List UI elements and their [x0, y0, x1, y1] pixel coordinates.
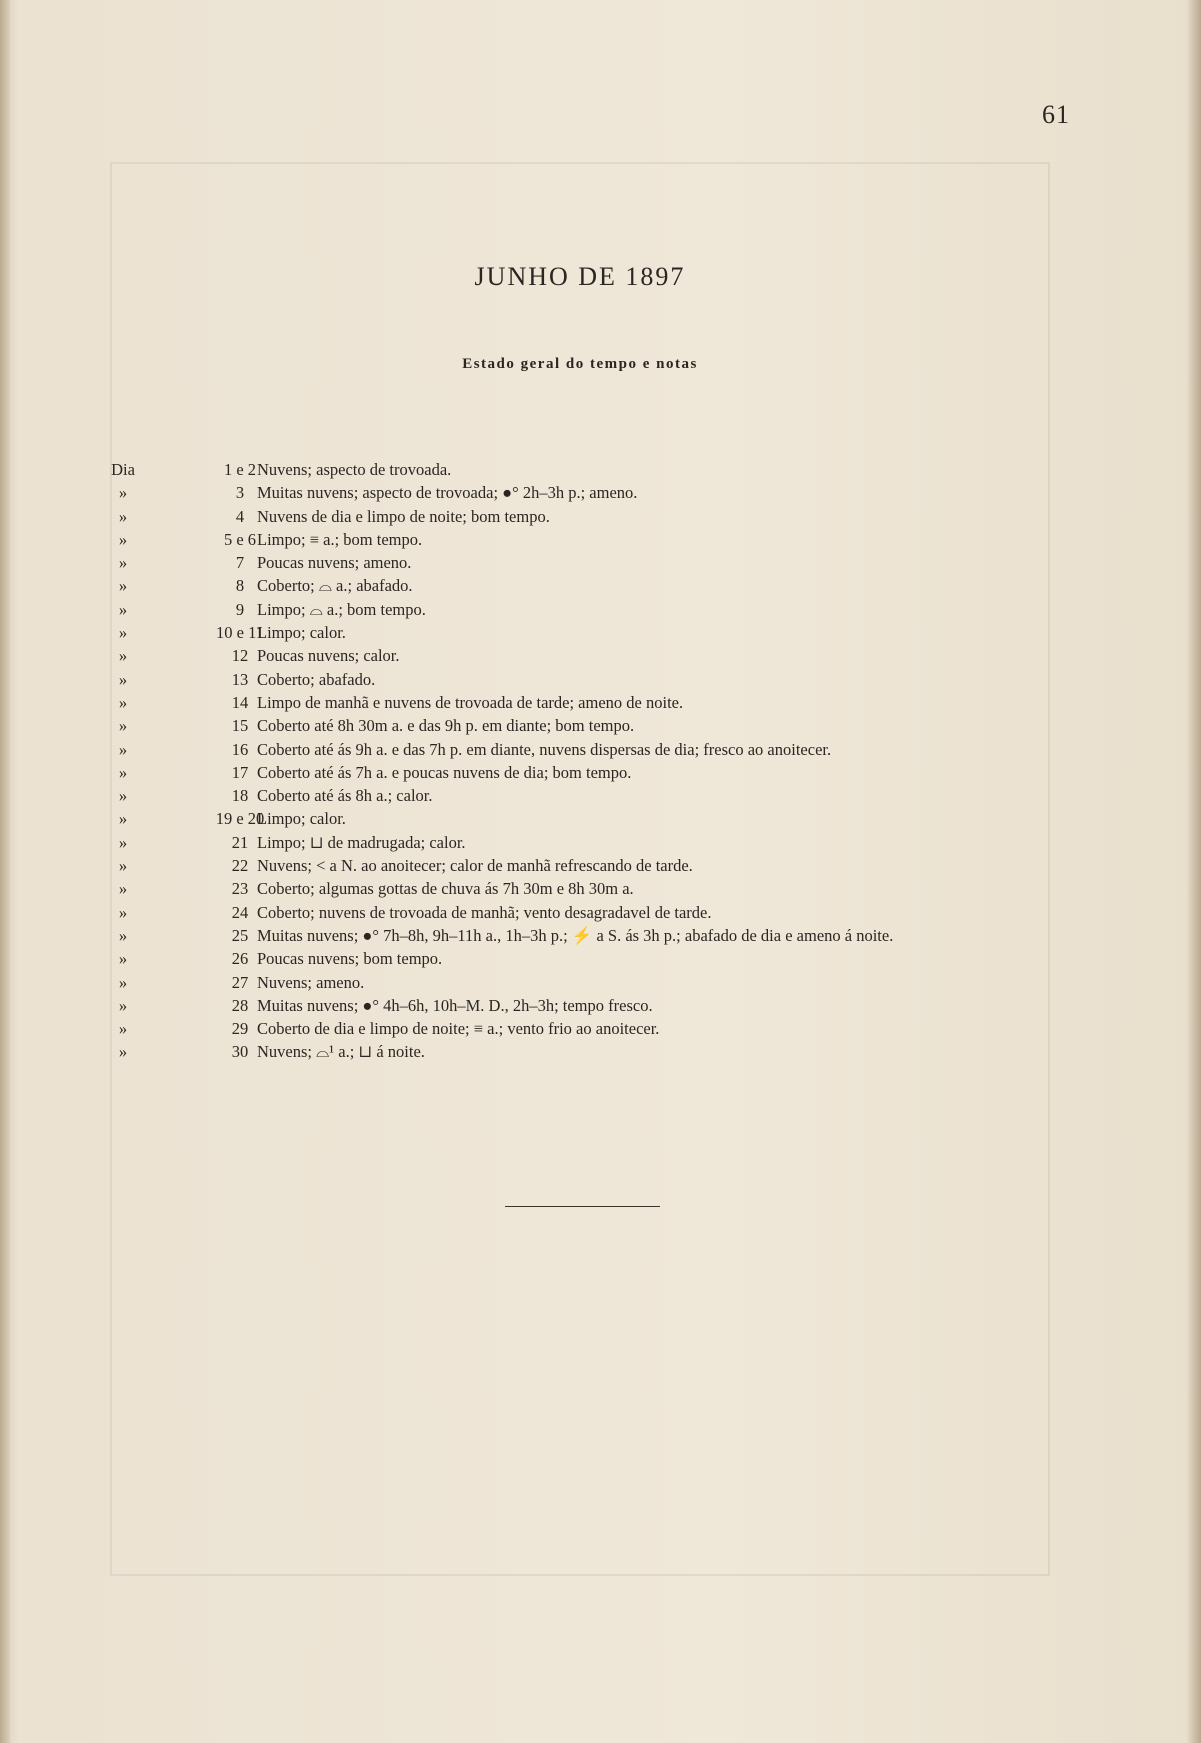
day-number-text: 16: [231, 739, 249, 759]
list-item: [100, 1040, 1100, 1063]
list-item: [100, 807, 1100, 830]
list-item: [100, 714, 1100, 737]
list-item: [100, 854, 1100, 877]
list-item: [100, 924, 1100, 947]
day-number-text: 7: [235, 553, 245, 573]
day-number-text: 19 e 20: [215, 809, 265, 829]
day-number-text: 8: [235, 576, 245, 596]
day-number-text: 29: [231, 1019, 249, 1039]
day-label: »: [118, 506, 128, 526]
day-number-text: 18: [231, 786, 249, 806]
weather-note: Nuvens; ⌓¹ a.; ⊔ á noite.: [257, 1042, 425, 1062]
weather-note: Coberto até ás 8h a.; calor.: [257, 786, 433, 806]
list-item: [100, 528, 1100, 551]
weather-note: Limpo; calor.: [257, 809, 346, 829]
page-title: JUNHO DE 1897: [474, 262, 686, 291]
weather-note: Poucas nuvens; calor.: [257, 646, 400, 666]
day-number-text: 23: [231, 879, 249, 899]
list-item: [100, 738, 1100, 761]
weather-note: Poucas nuvens; bom tempo.: [257, 949, 443, 969]
list-item: [100, 551, 1100, 574]
list-item: [100, 971, 1100, 994]
weather-note: Nuvens; < a N. ao anoitecer; calor de manhã refrescando de tarde.: [257, 856, 693, 876]
day-number-text: 15: [231, 716, 249, 736]
section-subtitle: Estado geral do tempo e notas: [462, 356, 698, 372]
day-number-text: 22: [231, 856, 249, 876]
day-label: »: [118, 623, 128, 643]
weather-note: Muitas nuvens; ●° 4h–6h, 10h–M. D., 2h–3h; tempo fresco.: [257, 995, 653, 1015]
closing-rule: [505, 1206, 660, 1207]
list-item: [100, 644, 1100, 667]
weather-notes-list: [100, 458, 1100, 1064]
day-number-text: 30: [231, 1042, 249, 1062]
day-label: »: [118, 786, 128, 806]
day-number-text: 28: [231, 995, 249, 1015]
day-number-text: 21: [231, 832, 249, 852]
day-label: »: [118, 1019, 128, 1039]
weather-note: Coberto; abafado.: [257, 669, 376, 689]
weather-note: Coberto até ás 7h a. e poucas nuvens de dia; bom tempo.: [257, 762, 632, 782]
weather-note: Coberto até 8h 30m a. e das 9h p. em diante; bom tempo.: [257, 716, 635, 736]
day-label: »: [118, 809, 128, 829]
day-label: »: [118, 646, 128, 666]
day-label: »: [118, 902, 128, 922]
day-number-text: 26: [231, 949, 249, 969]
list-item: [100, 505, 1100, 528]
day-number-text: 25: [231, 925, 249, 945]
list-item: [100, 761, 1100, 784]
list-item: [100, 481, 1100, 504]
list-item: [100, 831, 1100, 854]
day-label: »: [118, 483, 128, 503]
day-number-text: 10 e 11: [216, 623, 264, 643]
weather-note: Limpo; ⊔ de madrugada; calor.: [257, 832, 466, 852]
weather-note: Limpo de manhã e nuvens de trovoada de tarde; ameno de noite.: [257, 692, 684, 712]
day-label: »: [118, 529, 128, 549]
day-label: »: [118, 832, 128, 852]
day-number-text: 3: [235, 483, 245, 503]
list-item: [100, 901, 1100, 924]
list-item: [100, 784, 1100, 807]
weather-note: Nuvens; aspecto de trovoada.: [257, 460, 452, 479]
day-label: »: [118, 599, 128, 619]
day-number-text: 13: [231, 669, 249, 689]
weather-note: Coberto; nuvens de trovoada de manhã; vento desagradavel de tarde.: [257, 902, 712, 922]
day-number-text: 1 e 2: [223, 460, 257, 479]
weather-note: Coberto até ás 9h a. e das 7h p. em diante, nuvens dispersas de dia; fresco ao anoitecer.: [257, 739, 832, 759]
day-label: »: [118, 925, 128, 945]
weather-note: Muitas nuvens; aspecto de trovoada; ●° 2h–3h p.; ameno.: [257, 483, 638, 503]
list-item: [100, 621, 1100, 644]
day-number-text: 9: [235, 599, 245, 619]
day-label: »: [118, 669, 128, 689]
weather-note: Coberto de dia e limpo de noite; ≡ a.; vento frio ao anoitecer.: [257, 1019, 660, 1039]
page-number: 61: [1042, 100, 1070, 129]
list-item: [100, 994, 1100, 1017]
weather-note: Limpo; ≡ a.; bom tempo.: [257, 529, 423, 549]
day-number-text: 24: [231, 902, 249, 922]
weather-note: Nuvens de dia e limpo de noite; bom tempo.: [257, 506, 550, 526]
day-label: »: [118, 972, 128, 992]
day-label: »: [118, 995, 128, 1015]
day-label: »: [118, 879, 128, 899]
page-right-edge: [1187, 0, 1201, 1743]
day-number-text: 12: [231, 646, 249, 666]
list-item: [100, 691, 1100, 714]
weather-note: Limpo; ⌓ a.; bom tempo.: [257, 599, 426, 619]
day-label: »: [118, 576, 128, 596]
day-label: »: [118, 716, 128, 736]
list-item: [100, 947, 1100, 970]
list-item: [100, 574, 1100, 597]
weather-note: Muitas nuvens; ●° 7h–8h, 9h–11h a., 1h–3h p.; ⚡ a S. ás 3h p.; abafado de dia e ameno á noite.: [257, 925, 894, 945]
weather-note: Limpo; calor.: [257, 623, 346, 643]
weather-note: Poucas nuvens; ameno.: [257, 553, 412, 573]
day-label: »: [118, 739, 128, 759]
day-number-text: 5 e 6: [223, 529, 257, 549]
list-item: [100, 877, 1100, 900]
day-number-text: 17: [231, 762, 249, 782]
day-number-text: 14: [231, 692, 249, 712]
list-item: [100, 598, 1100, 621]
day-number-text: 27: [231, 972, 249, 992]
day-number-text: 4: [235, 506, 245, 526]
day-label: Dia: [111, 460, 135, 479]
weather-note: Coberto; algumas gottas de chuva ás 7h 30m e 8h 30m a.: [257, 879, 634, 899]
weather-note: Coberto; ⌓ a.; abafado.: [257, 576, 413, 596]
weather-note: Nuvens; ameno.: [257, 972, 365, 992]
day-label: »: [118, 1042, 128, 1062]
day-label: »: [118, 553, 128, 573]
day-label: »: [118, 856, 128, 876]
list-item: [100, 458, 1100, 481]
list-item: [100, 668, 1100, 691]
day-label: »: [118, 692, 128, 712]
list-item: [100, 1017, 1100, 1040]
day-label: »: [118, 949, 128, 969]
day-label: »: [118, 762, 128, 782]
